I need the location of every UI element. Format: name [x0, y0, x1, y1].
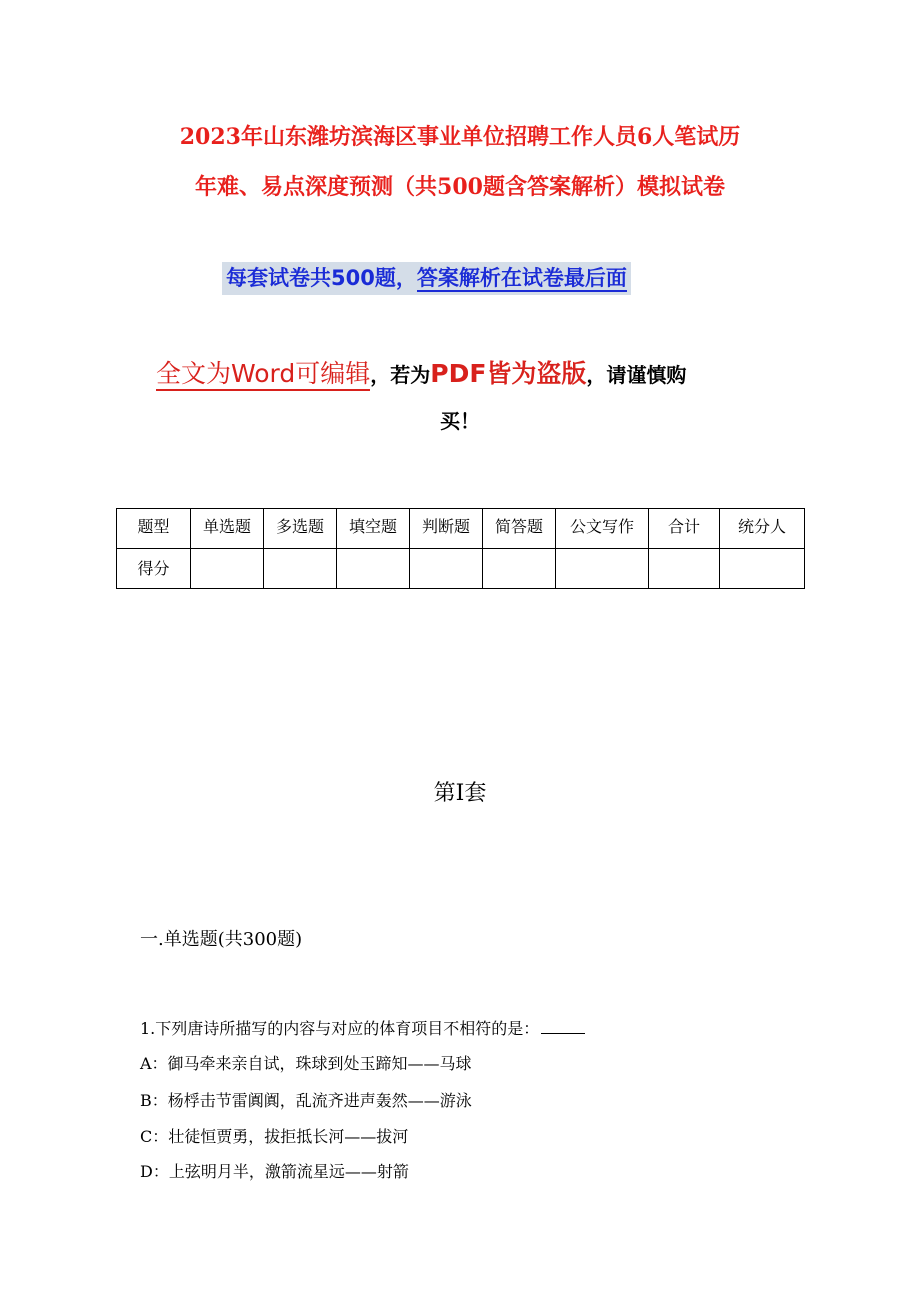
option-a: A：御马牵来亲自试，珠球到处玉蹄知——马球 [140, 1054, 472, 1073]
score-cell [720, 549, 805, 589]
score-cell [556, 549, 649, 589]
header-cell-official-writing: 公文写作 [556, 509, 649, 549]
document-title-line-2: 年难、易点深度预测（共500题含答案解析）模拟试卷 [195, 174, 725, 200]
header-cell-short-answer: 简答题 [483, 509, 556, 549]
header-cell-multiple-choice: 多选题 [264, 509, 337, 549]
notice-banner [222, 262, 631, 295]
header-cell-question-type: 题型 [117, 509, 191, 549]
warning-caution: ，请谨慎购 [586, 363, 687, 387]
score-cell [264, 549, 337, 589]
editable-word-notice: 全文为Word可编辑 [156, 359, 370, 391]
notice-text: 每套试卷共500题， [226, 266, 417, 290]
header-cell-true-false: 判断题 [410, 509, 483, 549]
score-table [116, 508, 805, 589]
option-c: C：壮徒恒贾勇，拔拒抵长河——拔河 [140, 1127, 409, 1146]
pdf-piracy-notice: PDF皆为盗版 [430, 359, 587, 388]
header-cell-scorer: 统分人 [720, 509, 805, 549]
header-cell-single-choice: 单选题 [191, 509, 264, 549]
score-cell [649, 549, 720, 589]
option-d: D：上弦明月半，激箭流星远——射箭 [140, 1162, 409, 1181]
question-stem-text: 1.下列唐诗所描写的内容与对应的体育项目不相符的是： [140, 1019, 540, 1038]
score-table-score-row [117, 549, 805, 589]
question-stem [140, 1017, 585, 1041]
score-cell [483, 549, 556, 589]
option-b: B：杨桴击节雷阗阗，乱流齐进声轰然——游泳 [140, 1091, 472, 1110]
piracy-warning-line-2: 买！ [440, 409, 480, 433]
warning-connector: ，若为 [370, 363, 431, 387]
header-cell-total: 合计 [649, 509, 720, 549]
section-title: 一.单选题(共300题) [140, 929, 303, 950]
score-row-label: 得分 [117, 549, 191, 589]
score-table-header-row [117, 509, 805, 549]
score-cell [191, 549, 264, 589]
answer-blank [541, 1019, 585, 1034]
piracy-warning [156, 356, 686, 393]
set-title: 第Ⅰ套 [433, 781, 487, 806]
score-cell [337, 549, 410, 589]
score-cell [410, 549, 483, 589]
document-title-line-1: 2023年山东潍坊滨海区事业单位招聘工作人员6人笔试历 [179, 124, 741, 150]
notice-answer-location: 答案解析在试卷最后面 [416, 266, 627, 290]
header-cell-fill-blank: 填空题 [337, 509, 410, 549]
